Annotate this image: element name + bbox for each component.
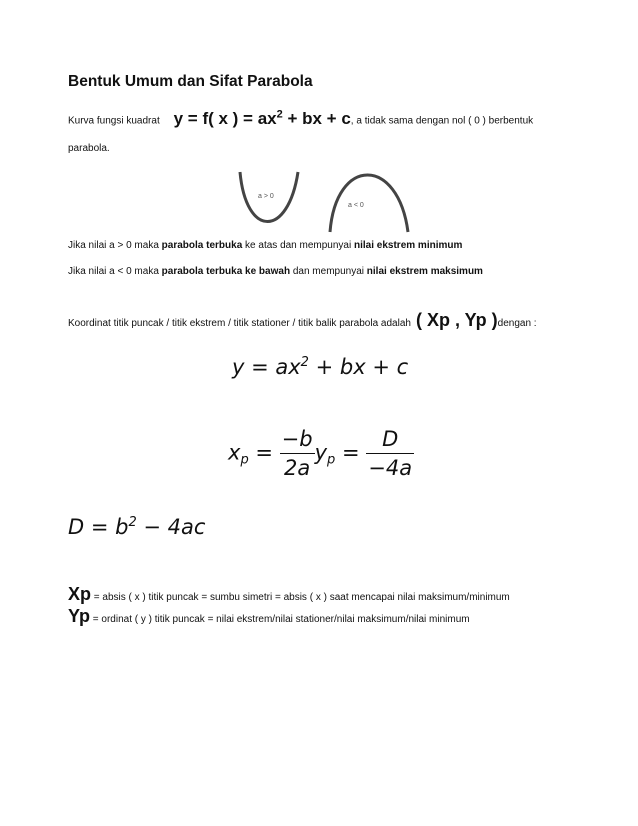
- vertex-formula: $x_p$ = $\frac{-b}{2a}$ $y_p$ = $\frac{D}{-4a}$: [228, 427, 413, 480]
- general-form-equation: $y = ax^2$ + bx + c: [232, 355, 409, 379]
- intro-line-2: parabola.: [68, 143, 110, 154]
- parabola-down-curve: [330, 175, 408, 232]
- parabola-figure: [232, 166, 412, 234]
- yp-fraction: $\frac{D}{-4a}$: [368, 427, 413, 480]
- condition-a-negative: Jika nilai a < 0 maka parabola terbuka ke bawah dan mempunyai nilai ekstrem maksimum: [68, 266, 483, 277]
- parabola-up-label: a > 0: [258, 193, 274, 200]
- intro-formula: y = f( x ) = $ax^2$ + bx + c: [173, 108, 351, 128]
- condition-a-positive: Jika nilai a > 0 maka parabola terbuka ke atas dan mempunyai nilai ekstrem minimum: [68, 240, 463, 251]
- parabola-down-label: a < 0: [348, 202, 364, 209]
- intro-line: [68, 108, 533, 129]
- page-title: Bentuk Umum dan Sifat Parabola: [68, 73, 313, 90]
- intro-suffix: , a tidak sama dengan nol ( 0 ) berbentuk: [350, 115, 534, 127]
- intro-formula-exponent: 2: [276, 108, 283, 120]
- discriminant-formula: $D = b^2 - 4ac$: [68, 515, 206, 539]
- xp-definition: Xp = absis ( x ) titik puncak = sumbu simetri = absis ( x ) saat mencapai nilai maksimum/minimum: [68, 584, 510, 604]
- yp-definition: Yp = ordinat ( y ) titik puncak = nilai ekstrem/nilai stationer/nilai maksimum/nilai minimum: [68, 606, 470, 626]
- vertex-coordinate-line: Koordinat titik puncak / titik ekstrem / titik stationer / titik balik parabola adalah ( Xp , Yp )dengan :: [68, 310, 537, 330]
- xp-fraction: $\frac{-b}{2a}$: [281, 427, 313, 480]
- intro-prefix: Kurva fungsi kuadrat: [68, 115, 160, 127]
